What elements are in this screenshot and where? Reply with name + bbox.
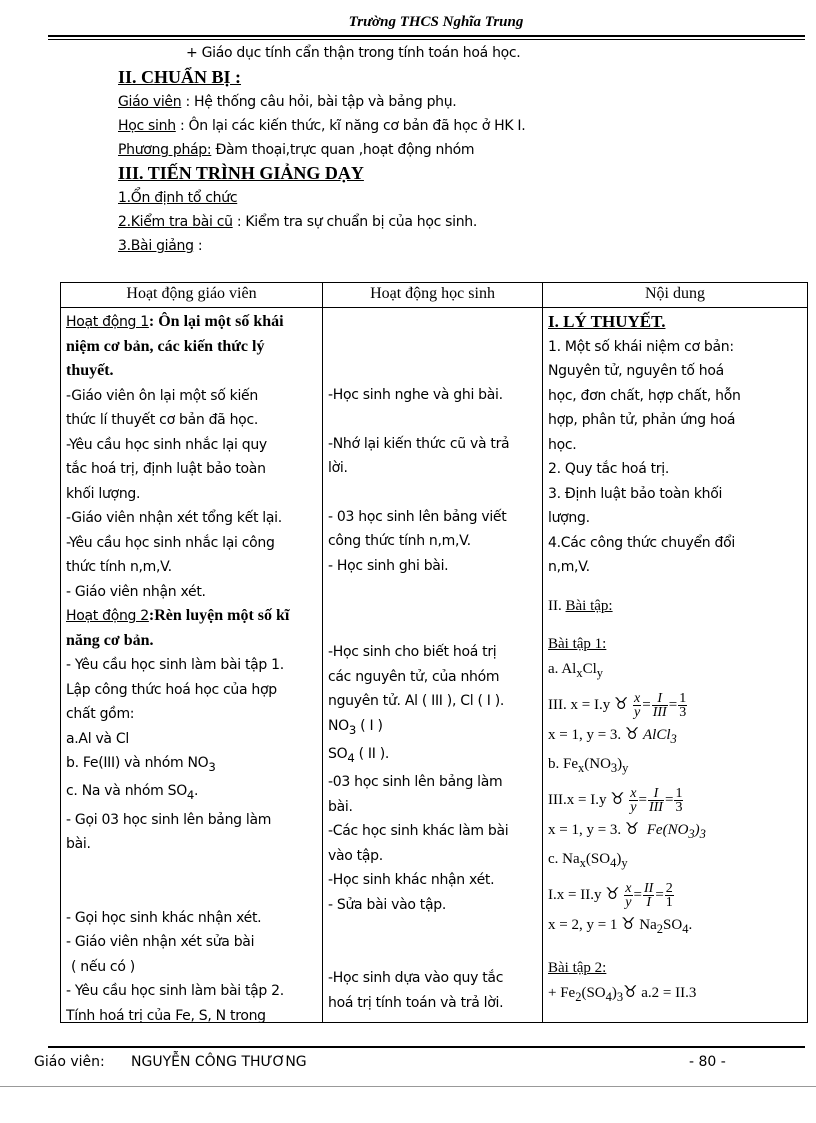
section-prep-title: II. CHUẨN BỊ : (118, 67, 242, 87)
footer-teacher-label: Giáo viên: (34, 1054, 105, 1070)
col-header-student: Hoạt động học sinh (323, 283, 543, 308)
taurus-arrow-icon: ♉ (610, 789, 625, 808)
step-2: 2.Kiểm tra bài cũ : Kiểm tra sự chuẩn bị của học sinh. (118, 214, 478, 230)
col-header-teacher: Hoạt động giáo viên (61, 283, 323, 308)
taurus-arrow-icon: ♉ (623, 982, 638, 1001)
col-header-content: Nội dung (543, 283, 808, 308)
section-process-title: III. TIẾN TRÌNH GIẢNG DẠY (118, 163, 364, 183)
lesson-table (60, 282, 808, 1023)
step-1: 1.Ổn định tổ chức (118, 190, 238, 206)
table-body-row (61, 308, 808, 1023)
teacher-column: Hoạt động 1: Ôn lại một số khái niệm cơ bản, các kiến thức lý thuyết. -Giáo viên ôn lại một số kiến thức lí thuyết cơ bản đã học. -Yêu cầu học sinh nhắc lại quy tắc hoá trị, định luật bảo toàn khối lượng. -Giáo viên nhận xét tổng kết lại. -Yêu cầu học sinh nhắc lại công thức tính n,m,V. - Giáo viên nhận xét. Hoạt động 2:Rèn luyện một số kĩ năng cơ bản. - Yêu cầu học sinh làm bài tập 1. Lập công thức hoá học của hợp chất gồm: a.Al và Cl b. Fe(III) và nhóm $NO_3$ c. Na và nhóm $SO_4$. - Gọi 03 học sinh lên bảng làm bài. - Gọi học sinh khác nhận xét. - Giáo viên nhận xét sửa bài ( nếu có ) - Yêu cầu học sinh làm bài tập 2. Tính hoá trị của Fe, S, N trong (61, 308, 323, 1023)
taurus-arrow-icon: ♉ (621, 914, 636, 933)
method-line: Phương pháp: Đàm thoại,trực quan ,hoạt động nhóm (118, 142, 475, 158)
theory-title: I. LÝ THUYẾT. (548, 312, 666, 331)
taurus-arrow-icon: ♉ (613, 694, 629, 713)
taurus-arrow-icon: ♉ (605, 884, 620, 903)
student-prep: Học sinh : Ôn lại các kiến thức, kĩ năng cơ bản đã học ở HK I. (118, 118, 526, 134)
table-header-row (61, 283, 808, 308)
school-name: Trường THCS Nghĩa Trung (348, 14, 524, 30)
taurus-arrow-icon: ♉ (624, 819, 640, 838)
page-header (0, 14, 816, 31)
header-rule (48, 35, 805, 37)
exercise-section-title: II. Bài tập: (548, 597, 613, 614)
content-column: I. LÝ THUYẾT. 1. Một số khái niệm cơ bản: Nguyên tử, nguyên tố hoá học, đơn chất, hợp chất, hỗn hợp, phân tử, phản ứng hoá học. 2. Quy tắc hoá trị. 3. Định luật bảo toàn khối lượng. 4.Các công thức chuyển đổi n,m,V. II. Bài tập: Bài tập 1: a. $Al_xCl_y$ III. x = I.y ♉ $\frac{x}{y}$ = $\frac{I}{\text{III}}$ = $\frac{1}{3}$ x = 1, y = 3. ♉ AlCl$_3$ b. $Fe_x(NO_3)_y$ III.x = I.y ♉ $\frac{x}{y}$ = $\frac{I}{\text{III}}$ = $\frac{1}{3}$ x = 1, y = 3. ♉ $Fe(NO_3)_3$ c. $Na_x(SO_4)_y$ I.x = II.y ♉ $\frac{x}{y}$ = $\frac{II}{I}$ = $\frac{2}{1}$ x = 2, y = 1 ♉ $Na_2SO_4$. Bài tập 2: + $Fe_2(SO_4)_3♉$ a.2 = II.3 (543, 308, 808, 1023)
taurus-arrow-icon: ♉ (624, 724, 640, 743)
footer-rule (48, 1046, 805, 1048)
footer-page-number: - 80 - (689, 1054, 726, 1070)
step-3: 3.Bài giảng : (118, 238, 203, 254)
teacher-prep: Giáo viên : Hệ thống câu hỏi, bài tập và bảng phụ. (118, 94, 457, 110)
header-rule-thin (48, 39, 805, 40)
edu-line: + Giáo dục tính cẩn thận trong tính toán hoá học. (186, 45, 521, 61)
page-bottom-rule (0, 1086, 816, 1087)
student-column: -Học sinh nghe và ghi bài. -Nhớ lại kiến thức cũ và trả lời. - 03 học sinh lên bảng viết công thức tính n,m,V. - Học sinh ghi bài. -Học sinh cho biết hoá trị các nguyên tử, của nhóm nguyên tử. Al ( III ), Cl ( I ). $NO_3$ ( I ) $SO_4$ ( II ). -03 học sinh lên bảng làm bài. -Các học sinh khác làm bài vào tập. -Học sinh khác nhận xét. - Sửa bài vào tập. -Học sinh dựa vào quy tắc hoá trị tính toán và trả lời. (323, 308, 543, 1023)
footer-teacher-name: NGUYỄN CÔNG THƯƠNG (131, 1054, 307, 1070)
